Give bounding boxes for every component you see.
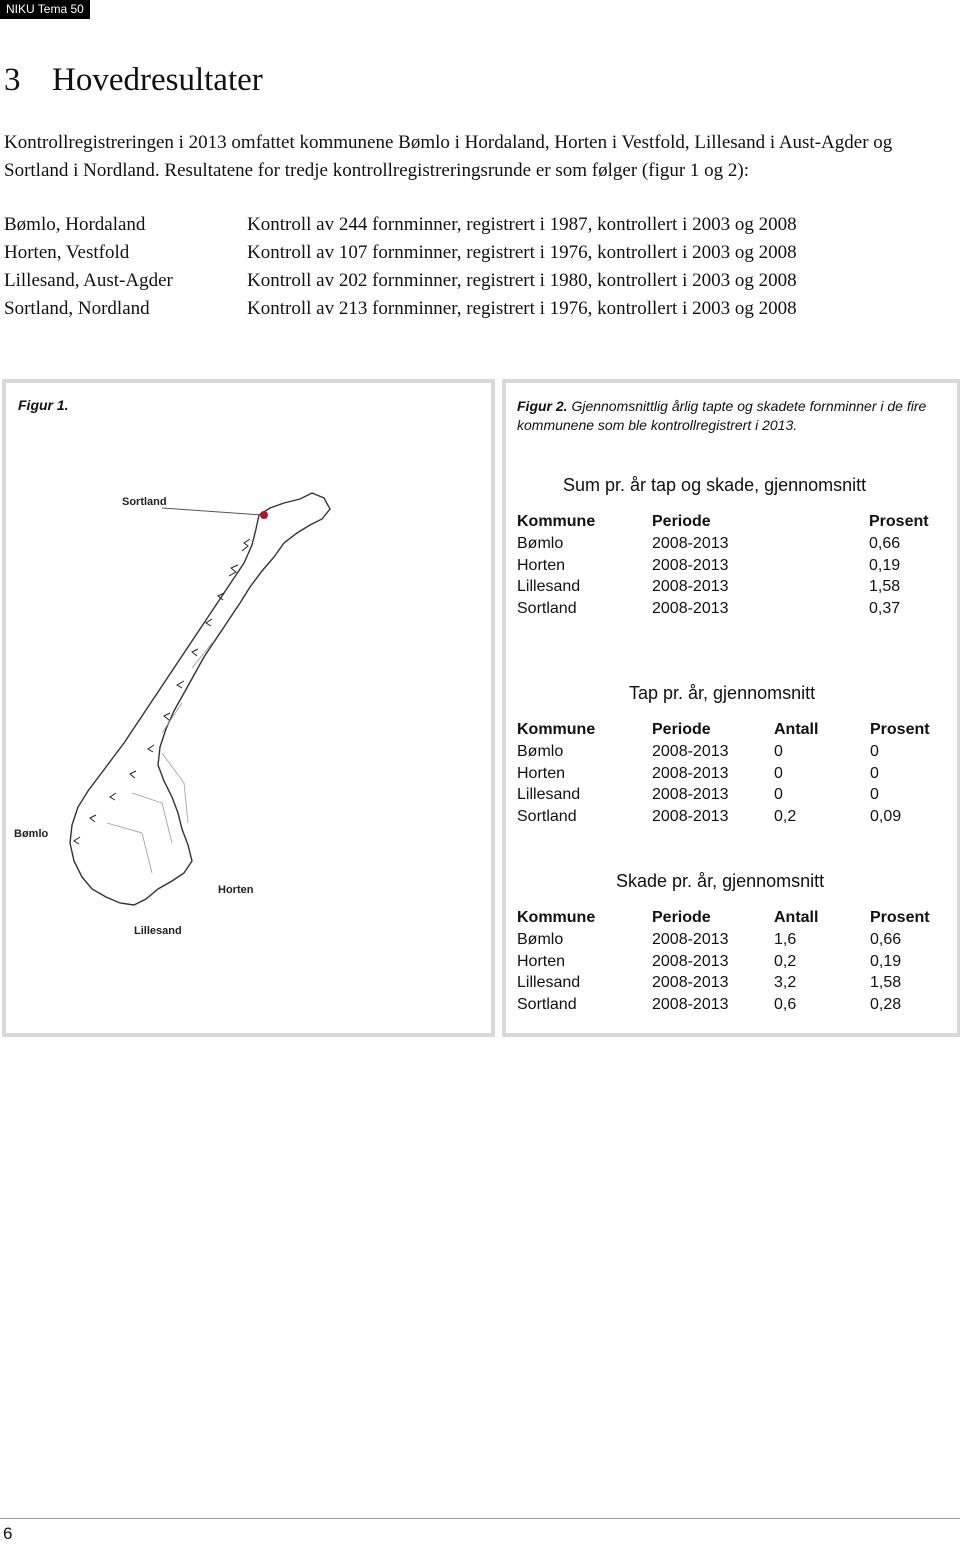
map-label-sortland: Sortland bbox=[122, 496, 167, 508]
table-cell: 2008-2013 bbox=[652, 578, 729, 596]
table-cell: Lillesand bbox=[517, 974, 581, 992]
table-cell: 2008-2013 bbox=[652, 930, 729, 948]
registration-row bbox=[4, 295, 797, 323]
table-header: Prosent bbox=[870, 909, 930, 926]
registration-place: Lillesand, Aust-Agder bbox=[4, 270, 173, 291]
map-label-lillesand: Lillesand bbox=[134, 925, 182, 937]
registration-list bbox=[4, 211, 797, 323]
footer-divider bbox=[0, 1518, 960, 1519]
map-label-bomlo: Bømlo bbox=[14, 828, 49, 840]
table-cell: Bømlo bbox=[517, 534, 564, 552]
section-title: Hovedresultater bbox=[52, 62, 263, 98]
registration-text: Kontroll av 213 fornminner, registrert i 1976, kontrollert i 2003 og 2008 bbox=[247, 298, 797, 319]
page-number: 6 bbox=[3, 1524, 13, 1543]
table-cell: 0,37 bbox=[869, 600, 901, 618]
intro-paragraph: Kontrollregistreringen i 2013 omfattet kommunene Bømlo i Hordaland, Horten i Vestfold, Lillesand i Aust-Agder og Sortland i Nordland. Resultatene for tredje kontrollregistreringsrunde er som følger (figur 1 og 2): bbox=[4, 132, 893, 181]
table-tap-grid bbox=[517, 720, 947, 828]
table-cell: 2008-2013 bbox=[652, 534, 729, 552]
table-cell: Bømlo bbox=[517, 742, 564, 760]
table-header: Antall bbox=[774, 909, 819, 926]
table-cell: 2008-2013 bbox=[652, 996, 729, 1014]
table-cell: Horten bbox=[517, 952, 566, 970]
table-cell: 0,66 bbox=[869, 534, 901, 552]
section-heading bbox=[4, 62, 263, 99]
registration-row bbox=[4, 267, 797, 295]
table-header: Periode bbox=[652, 909, 711, 926]
registration-place: Bømlo, Hordaland bbox=[4, 214, 146, 235]
table-cell: 2008-2013 bbox=[652, 952, 729, 970]
table-skade bbox=[517, 871, 947, 1016]
table-header: Periode bbox=[652, 721, 711, 738]
registration-place: Horten, Vestfold bbox=[4, 242, 130, 263]
table-cell: Horten bbox=[517, 556, 566, 574]
table-cell: 1,58 bbox=[869, 578, 901, 596]
table-cell: 0,2 bbox=[774, 952, 797, 970]
table-header: Kommune bbox=[517, 909, 596, 926]
table-header: Kommune bbox=[517, 513, 596, 530]
table-sum bbox=[517, 475, 947, 620]
map-label-horten: Horten bbox=[218, 884, 254, 896]
running-header: NIKU Tema 50 bbox=[0, 0, 90, 19]
table-header: Antall bbox=[774, 721, 819, 738]
table-cell: 2008-2013 bbox=[652, 742, 729, 760]
table-skade-title: Skade pr. år, gjennomsnitt bbox=[616, 871, 825, 891]
table-cell: 0 bbox=[774, 764, 783, 782]
table-tap bbox=[517, 683, 947, 828]
table-cell: Sortland bbox=[517, 808, 577, 826]
registration-text: Kontroll av 107 fornminner, registrert i 1976, kontrollert i 2003 og 2008 bbox=[247, 242, 797, 263]
table-cell: 0,6 bbox=[774, 996, 797, 1014]
table-cell: 0,19 bbox=[869, 556, 901, 574]
figure1-label: Figur 1. bbox=[18, 397, 69, 413]
table-cell: 0,66 bbox=[870, 930, 902, 948]
table-cell: 0,09 bbox=[870, 808, 902, 826]
table-cell: 0,28 bbox=[870, 996, 902, 1014]
norway-map bbox=[12, 453, 482, 993]
table-cell: Horten bbox=[517, 764, 566, 782]
table-cell: Sortland bbox=[517, 996, 577, 1014]
table-header: Periode bbox=[652, 513, 711, 530]
section-number: 3 bbox=[4, 62, 21, 98]
figure1-panel bbox=[2, 379, 495, 1037]
county-borders bbox=[107, 643, 212, 873]
sortland-leader bbox=[162, 508, 262, 515]
registration-row bbox=[4, 239, 797, 267]
registration-place: Sortland, Nordland bbox=[4, 298, 150, 319]
figure2-caption-text: Gjennomsnittlig årlig tapte og skadete fornminner i de fire kommunene som ble kontrollregistrert i 2013. bbox=[517, 398, 927, 433]
table-tap-title: Tap pr. år, gjennomsnitt bbox=[629, 683, 816, 703]
table-header: Prosent bbox=[870, 721, 930, 738]
table-cell: Sortland bbox=[517, 600, 577, 618]
registration-text: Kontroll av 244 fornminner, registrert i 1987, kontrollert i 2003 og 2008 bbox=[247, 214, 797, 235]
table-cell: 0 bbox=[870, 786, 879, 804]
table-skade-grid bbox=[517, 908, 947, 1016]
table-cell: 0 bbox=[774, 786, 783, 804]
table-cell: 2008-2013 bbox=[652, 556, 729, 574]
figure2-label: Figur 2. bbox=[517, 398, 568, 414]
table-sum-title: Sum pr. år tap og skade, gjennomsnitt bbox=[563, 475, 867, 495]
table-cell: 0,2 bbox=[774, 808, 797, 826]
table-header: Prosent bbox=[869, 513, 929, 530]
figure2-panel bbox=[502, 379, 960, 1037]
table-cell: 1,58 bbox=[870, 974, 902, 992]
table-cell: 0 bbox=[774, 742, 783, 760]
figure2-caption bbox=[517, 397, 942, 435]
table-header: Kommune bbox=[517, 721, 596, 738]
table-cell: 2008-2013 bbox=[652, 786, 729, 804]
table-cell: 2008-2013 bbox=[652, 764, 729, 782]
table-cell: Lillesand bbox=[517, 786, 581, 804]
table-cell: 1,6 bbox=[774, 930, 797, 948]
coast-islands bbox=[74, 539, 250, 844]
table-cell: Bømlo bbox=[517, 930, 564, 948]
registration-row bbox=[4, 211, 797, 239]
table-sum-grid bbox=[517, 512, 947, 620]
table-cell: 2008-2013 bbox=[652, 600, 729, 618]
table-cell: 3,2 bbox=[774, 974, 797, 992]
table-cell: 2008-2013 bbox=[652, 974, 729, 992]
registration-text: Kontroll av 202 fornminner, registrert i 1980, kontrollert i 2003 og 2008 bbox=[247, 270, 797, 291]
table-cell: 0,19 bbox=[870, 952, 902, 970]
table-cell: 2008-2013 bbox=[652, 808, 729, 826]
norway-outline bbox=[70, 493, 330, 905]
table-cell: 0 bbox=[870, 764, 879, 782]
table-cell: Lillesand bbox=[517, 578, 581, 596]
table-cell: 0 bbox=[870, 742, 879, 760]
